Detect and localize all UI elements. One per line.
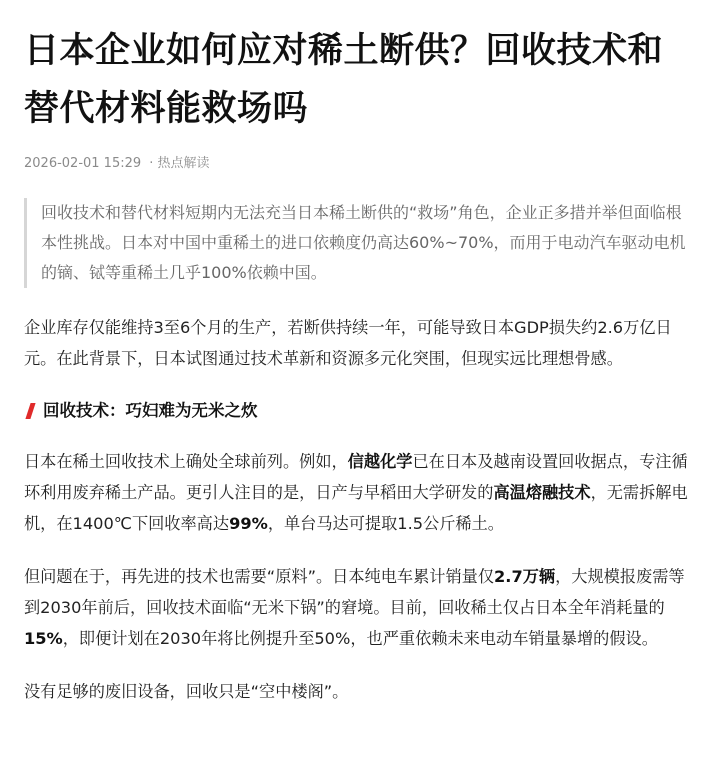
paragraph-3-text: ，即便计划在2030年将比例提升至50%，也严重依赖未来电动车销量暴增的假设。	[62, 629, 658, 648]
paragraph-2-text: 日本在稀土回收技术上确处全球前列。例如，	[24, 452, 348, 471]
paragraph-4: 没有足够的废旧设备，回收只是“空中楼阁”。	[24, 682, 349, 701]
section-heading-recycling	[24, 398, 696, 424]
bold-ev-sales: 2.7万辆	[494, 567, 556, 586]
paragraph-1: 企业库存仅能维持3至6个月的生产，若断供持续一年，可能导致日本GDP损失约2.6万亿日元。在此背景下，日本试图通过技术革新和资源多元化突围，但现实远比理想骨感。	[24, 318, 672, 368]
article-lead-quote: 回收技术和替代材料短期内无法充当日本稀土断供的“救场”角色，企业正多措并举但面临根本性挑战。日本对中国中重稀土的进口依赖度仍高达60%~70%，而用于电动汽车驱动电机的镝、铽等重稀土几乎100%依赖中国。	[24, 198, 696, 288]
section-heading-text: 回收技术：巧妇难为无米之炊	[43, 401, 258, 420]
section-marker-icon	[25, 403, 35, 419]
paragraph-2-text: 已在日本及越南设置回收据点，专注循环利用废弃稀土产品。更引人注目的是，日产与早稻田大学研发的	[24, 452, 688, 502]
article-meta	[24, 154, 696, 174]
paragraph-2-text: ，无需拆解电机，在1400℃下回收率高达	[24, 483, 688, 533]
paragraph-3-text: 但问题在于，再先进的技术也需要“原料”。日本纯电车累计销量仅	[24, 567, 495, 586]
article-category[interactable]: 热点解读	[157, 156, 210, 171]
meta-separator: ·	[149, 156, 154, 171]
bold-recycle-share: 15%	[24, 629, 63, 648]
publish-date: 2026-02-01 15:29	[24, 156, 142, 171]
bold-technology-name: 高温熔融技术	[493, 483, 591, 502]
paragraph-2	[24, 446, 696, 539]
article-title: 日本企业如何应对稀土断供？回收技术和替代材料能救场吗	[24, 31, 664, 129]
paragraph-2-text: ，单台马达可提取1.5公斤稀土。	[267, 514, 504, 533]
bold-recovery-rate: 99%	[229, 514, 268, 533]
bold-company-shin-etsu: 信越化学	[347, 452, 413, 471]
paragraph-3-text: ，大规模报废需等到2030年前后，回收技术面临“无米下锅”的窘境。目前，回收稀土仅占日本全年消耗量的	[24, 567, 685, 617]
paragraph-3	[24, 561, 696, 654]
